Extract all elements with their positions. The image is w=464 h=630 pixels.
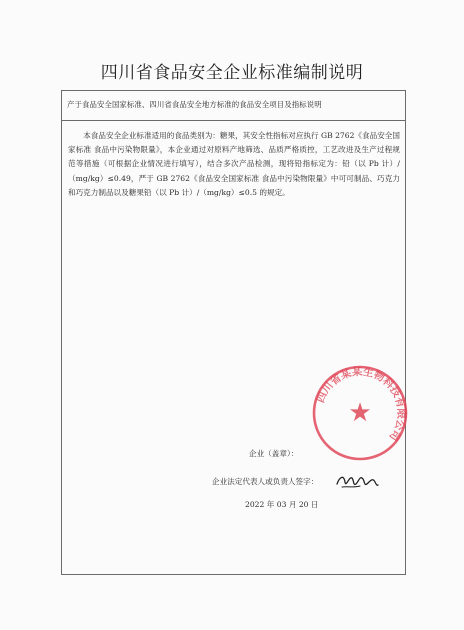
body-text xyxy=(68,129,400,200)
header-row xyxy=(62,91,405,121)
header-text: 产于食品安全国家标准、四川省食品安全地方标准的食品安全项目及指标说明 xyxy=(67,100,322,109)
document-title: 四川省食品安全企业标准编制说明 xyxy=(100,63,364,83)
seal-star-icon: ★ xyxy=(348,398,372,428)
company-seal-stamp xyxy=(310,363,410,463)
legal-rep-label: 企业法定代表人或负责人签字： xyxy=(212,477,319,486)
handwritten-signature xyxy=(334,470,380,492)
seal-ring-text: 四川省某某生物科技有限公司 xyxy=(314,365,408,443)
document-frame xyxy=(61,90,406,575)
date-text: 2022 年 03 月 20 日 xyxy=(245,500,319,509)
enterprise-seal-label: 企业（盖章）： xyxy=(249,449,299,458)
body-paragraph: 本食品安全企业标准适用的食品类别为：糖果，其安全性指标对应执行 GB 2762《食品安全国家标准 食品中污染物限量》，本企业通过对原料产地筛选、品质严格质控，工艺改进及生产过程规范等措施（可根据企业情况进行填写），结合多次产品检测，现将铅指标定为：铅（以 Pb 计）/（mg/kg）≤0.49，严于 GB 2762《食品安全国家标准 食品中污染物限量》中可可制品、巧克力和巧克力制品以及糖果铅（以 Pb 计）/（mg/kg）≤0.5 的规定。 xyxy=(68,131,400,197)
